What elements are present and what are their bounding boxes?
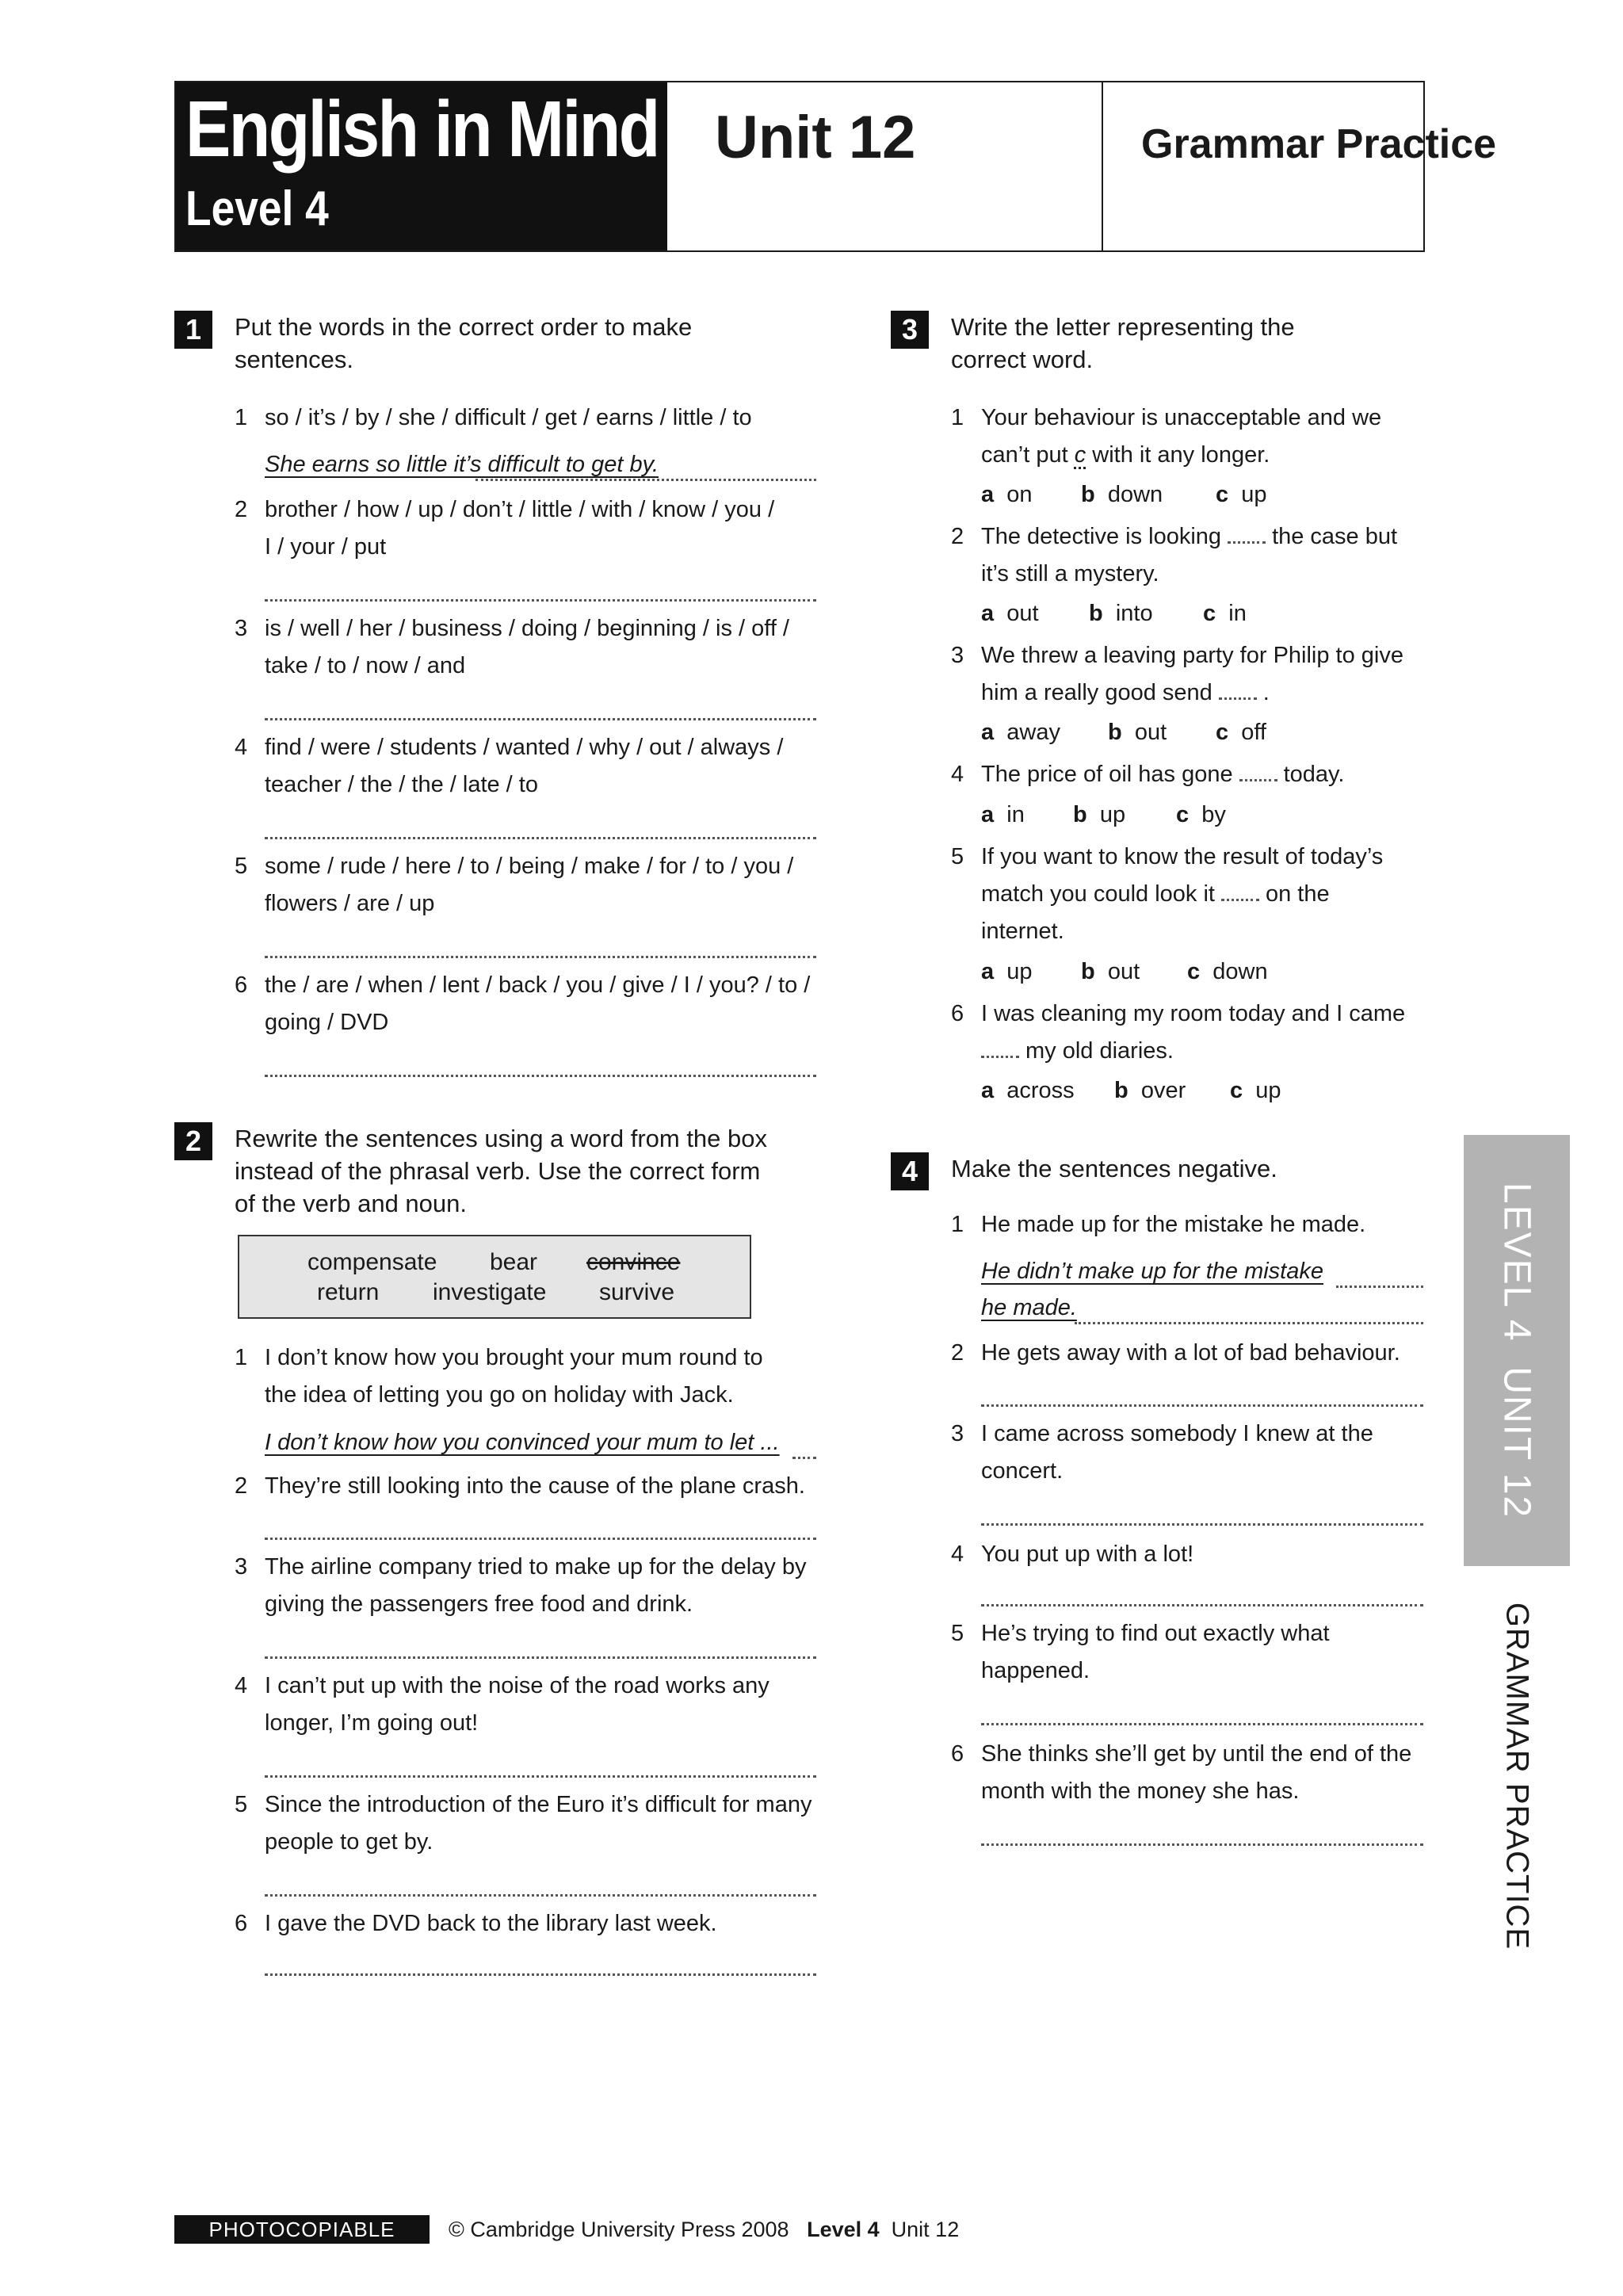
example-answer: She earns so little it’s difficult to get by. — [265, 452, 659, 477]
item-text: He gets away with a lot of bad behaviour. — [981, 1340, 1400, 1366]
item-number: 2 — [951, 524, 964, 549]
item-number: 6 — [951, 1741, 964, 1767]
item-text: find / were / students / wanted / why / out / always / teacher / the / the / late / to — [265, 735, 784, 797]
instruction-line: correct word. — [951, 346, 1094, 373]
brand-block — [176, 82, 667, 250]
item-text: She thinks she’ll get by until the end of the month with the money she has. — [981, 1741, 1412, 1804]
brand-level: Level 4 — [185, 181, 329, 236]
answer-line[interactable] — [265, 1656, 816, 1659]
section-block — [1103, 82, 1497, 250]
item-number: 3 — [235, 1554, 248, 1580]
answer-blank[interactable] — [1239, 779, 1277, 781]
exercise-4 — [891, 1152, 1430, 1866]
item-text: We threw a leaving party for Philip to give him a really good send . — [981, 643, 1404, 705]
footer-text — [449, 2215, 959, 2244]
item-number: 6 — [951, 1001, 964, 1026]
item-text: brother / how / up / don’t / little / with / know / you / I / your / put — [265, 497, 775, 560]
example-answer: I don’t know how you convinced your mum to let ... — [265, 1430, 780, 1455]
answer-blank[interactable] — [1219, 697, 1257, 700]
instruction-line: of the verb and noun. — [235, 1190, 468, 1217]
footer-unit: Unit 12 — [891, 2218, 960, 2241]
exercise-instruction — [951, 1152, 1277, 1185]
exercise-3: 3 Write the letter representing the correct word. 1 Your behaviour is unacceptable and we can’t put c with it any longer. a on b down c up 2 The detective is looking the case but it’s still a mystery. a out b into c in 3 We threw a leaving party for Philip to give him a really good send . a away b out c off 4 The price of oil has gone today. a in b up c by 5 If you want to know the result of today’s match you could look it on the internet. a up b out c down 6 I was cleaning my room today and I came my old diaries. a across b over c up — [891, 311, 1430, 1119]
box-word-used: convince — [586, 1249, 681, 1275]
item-text: I can’t put up with the noise of the road works any longer, I’m going out! — [265, 1673, 769, 1736]
item-number: 2 — [235, 497, 248, 522]
answer-line[interactable] — [981, 1723, 1423, 1725]
item-text: Your behaviour is unacceptable and we can’t put c with it any longer. — [981, 405, 1382, 468]
answer-line[interactable] — [981, 1843, 1423, 1846]
item-text: You put up with a lot! — [981, 1541, 1194, 1567]
copyright: © Cambridge University Press 2008 — [449, 2218, 789, 2241]
example-answer: He didn’t make up for the mistake — [981, 1259, 1323, 1284]
item-number: 5 — [951, 1621, 964, 1646]
item-text: The detective is looking the case but it’s still a mystery. — [981, 524, 1398, 586]
exercise-instruction — [235, 311, 692, 376]
item-number: 4 — [235, 1673, 248, 1698]
item-text: I was cleaning my room today and I came my old diaries. — [981, 1001, 1406, 1064]
item-text: I don’t know how you brought your mum round to the idea of letting you go on holiday with Jack. — [265, 1345, 763, 1408]
answer-line[interactable] — [265, 1538, 816, 1540]
answer-blank[interactable] — [1221, 899, 1259, 901]
item-number: 3 — [951, 643, 964, 668]
item-text: He made up for the mistake he made. — [981, 1212, 1366, 1237]
answer-line[interactable] — [1336, 1286, 1423, 1288]
item-text: If you want to know the result of today’s match you could look it on the internet. — [981, 844, 1384, 944]
item-text: The airline company tried to make up for the delay by giving the passengers free food and drink. — [265, 1554, 807, 1617]
instruction-line: Make the sentences negative. — [951, 1155, 1277, 1182]
item-number: 3 — [235, 616, 248, 641]
item-number: 6 — [235, 1911, 248, 1936]
item-number: 1 — [235, 405, 248, 430]
photocopiable-badge: PHOTOCOPIABLE — [174, 2215, 430, 2244]
item-number: 5 — [235, 1792, 248, 1817]
item-number: 4 — [951, 762, 964, 787]
side-tab-grammar — [1464, 1602, 1570, 1950]
answer-line[interactable] — [265, 1775, 816, 1778]
item-text: The price of oil has gone today. — [981, 762, 1345, 787]
item-text: is / well / her / business / doing / beginning / is / off / take / to / now / and — [265, 616, 789, 678]
example-answer: c — [1074, 442, 1086, 468]
item-number: 4 — [951, 1541, 964, 1567]
side-tab-label: GRAMMAR PRACTICE — [1499, 1602, 1535, 1950]
item-number: 4 — [235, 735, 248, 760]
item-number: 1 — [951, 405, 964, 430]
item-text: They’re still looking into the cause of the plane crash. — [265, 1473, 805, 1499]
unit-title: Unit 12 — [715, 104, 916, 171]
answer-line[interactable] — [792, 1457, 816, 1459]
answer-line[interactable] — [265, 837, 816, 839]
item-number: 3 — [951, 1421, 964, 1446]
box-word: bear — [490, 1249, 538, 1275]
section-title: Grammar Practice — [1141, 121, 1497, 167]
exercise-instruction — [951, 311, 1295, 376]
answer-line[interactable] — [265, 1075, 816, 1077]
item-number: 6 — [235, 972, 248, 998]
answer-line[interactable] — [265, 1894, 816, 1897]
item-text: the / are / when / lent / back / you / give / I / you? / to / going / DVD — [265, 972, 811, 1035]
answer-line[interactable] — [1075, 1322, 1423, 1324]
answer-line[interactable] — [265, 718, 816, 720]
item-text: so / it’s / by / she / difficult / get / earns / little / to — [265, 405, 752, 430]
item-number: 1 — [235, 1345, 248, 1370]
exercise-2-items — [174, 1339, 840, 2005]
item-text: I gave the DVD back to the library last week. — [265, 1911, 717, 1936]
item-number: 5 — [235, 854, 248, 879]
exercise-number: 2 — [174, 1122, 212, 1160]
exercise-number: 3 — [891, 311, 929, 349]
item-number: 5 — [951, 844, 964, 869]
answer-line[interactable] — [265, 599, 816, 602]
box-word: compensate — [307, 1249, 437, 1275]
instruction-line: Write the letter representing the — [951, 313, 1295, 341]
answer-line[interactable] — [981, 1404, 1423, 1407]
answer-blank[interactable] — [1228, 541, 1266, 544]
item-number: 2 — [951, 1340, 964, 1366]
page-header — [174, 81, 1497, 252]
brand-title: English in Mind — [185, 85, 659, 174]
exercise-number: 4 — [891, 1152, 929, 1190]
item-number: 1 — [951, 1212, 964, 1237]
answer-line[interactable] — [265, 1973, 816, 1976]
instruction-line: Rewrite the sentences using a word from the box — [235, 1125, 768, 1152]
item-text: Since the introduction of the Euro it’s difficult for many people to get by. — [265, 1792, 812, 1855]
exercise-1 — [174, 311, 840, 1087]
answer-line[interactable] — [981, 1523, 1423, 1526]
item-text: some / rude / here / to / being / make / for / to / you / flowers / are / up — [265, 854, 794, 916]
instruction-line: sentences. — [235, 346, 353, 373]
example-answer: he made. — [981, 1295, 1077, 1320]
exercise-instruction — [235, 1122, 767, 1220]
side-tab-level-unit — [1464, 1135, 1570, 1566]
item-number: 2 — [235, 1473, 248, 1499]
exercise-number: 1 — [174, 311, 212, 349]
answer-line[interactable] — [981, 1604, 1423, 1606]
unit-block — [667, 82, 1103, 250]
answer-line[interactable] — [475, 479, 816, 481]
instruction-line: instead of the phrasal verb. Use the correct form — [235, 1157, 761, 1185]
answer-line[interactable] — [265, 956, 816, 958]
side-tab-label: LEVEL 4 UNIT 12 — [1495, 1182, 1538, 1519]
item-text: I came across somebody I knew at the concert. — [981, 1421, 1373, 1484]
box-word: return — [317, 1279, 380, 1305]
box-word: survive — [599, 1279, 675, 1305]
item-text: He’s trying to find out exactly what happened. — [981, 1621, 1330, 1683]
answer-blank[interactable] — [981, 1056, 1019, 1058]
word-box — [238, 1235, 751, 1319]
instruction-line: Put the words in the correct order to make — [235, 313, 693, 341]
box-word: investigate — [433, 1279, 547, 1305]
footer-level: Level 4 — [807, 2218, 880, 2241]
